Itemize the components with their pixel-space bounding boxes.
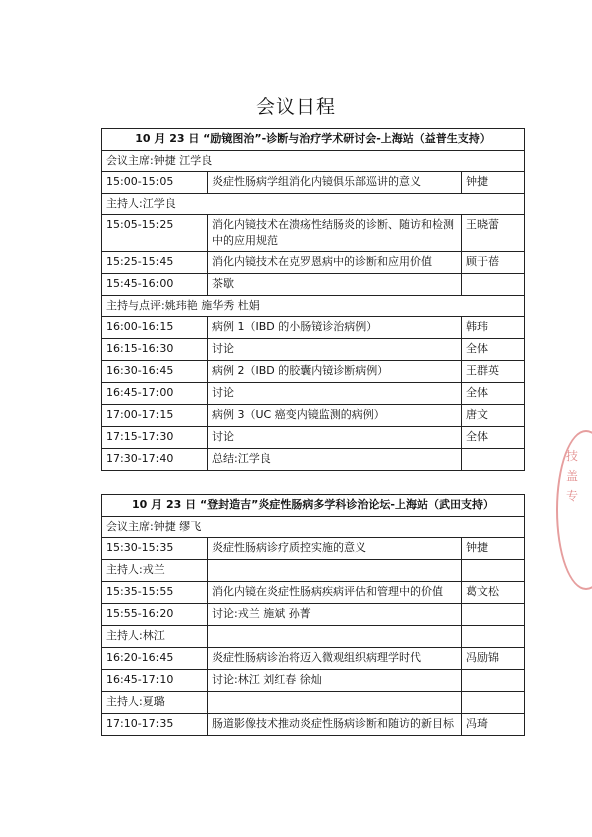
agenda-speaker: 钟捷 (462, 172, 525, 194)
session-header-row (102, 495, 525, 517)
schedule-table-1 (101, 128, 525, 471)
agenda-topic: 消化内镜技术在溃疡性结肠炎的诊断、随访和检测中的应用规范 (208, 215, 462, 252)
agenda-speaker: 冯励锦 (462, 648, 525, 670)
agenda-row (102, 172, 525, 194)
agenda-time: 16:00-16:15 (102, 317, 208, 339)
agenda-speaker: 全体 (462, 339, 525, 361)
agenda-topic: 讨论:戎兰 施斌 孙菁 (208, 604, 462, 626)
agenda-time: 17:00-17:15 (102, 405, 208, 427)
agenda-row (102, 339, 525, 361)
agenda-topic: 讨论 (208, 427, 462, 449)
agenda-row (102, 361, 525, 383)
host-label: 主持人:林江 (102, 626, 208, 648)
agenda-row (102, 317, 525, 339)
agenda-speaker (462, 670, 525, 692)
agenda-topic: 肠道影像技术推动炎症性肠病诊断和随访的新目标 (208, 714, 462, 736)
agenda-speaker: 王晓蕾 (462, 215, 525, 252)
agenda-time: 15:30-15:35 (102, 538, 208, 560)
agenda-topic: 总结:江学良 (208, 449, 462, 471)
host-label: 主持人:戎兰 (102, 560, 208, 582)
agenda-row (102, 252, 525, 274)
agenda-row (102, 582, 525, 604)
agenda-topic: 消化内镜技术在克罗恩病中的诊断和应用价值 (208, 252, 462, 274)
agenda-time: 15:45-16:00 (102, 274, 208, 296)
session-chair: 会议主席:钟捷 缪飞 (102, 517, 525, 538)
agenda-speaker (462, 274, 525, 296)
agenda-row (102, 215, 525, 252)
agenda-time: 15:00-15:05 (102, 172, 208, 194)
agenda-row (102, 604, 525, 626)
agenda-speaker: 钟捷 (462, 538, 525, 560)
agenda-topic: 讨论 (208, 383, 462, 405)
agenda-time: 17:15-17:30 (102, 427, 208, 449)
agenda-time: 15:25-15:45 (102, 252, 208, 274)
seal-stamp (556, 430, 592, 590)
agenda-topic: 茶歇 (208, 274, 462, 296)
agenda-speaker (462, 449, 525, 471)
agenda-time: 15:05-15:25 (102, 215, 208, 252)
seal-text: 专 (566, 489, 579, 503)
chair-row (102, 517, 525, 538)
agenda-speaker: 顾于蓓 (462, 252, 525, 274)
host-label: 主持人:夏璐 (102, 692, 208, 714)
host-row (102, 560, 525, 582)
agenda-speaker: 全体 (462, 383, 525, 405)
agenda-row (102, 648, 525, 670)
session-header: 10 月 23 日 “励镜图治”-诊断与治疗学术研讨会-上海站（益普生支持） (102, 129, 525, 151)
agenda-row (102, 670, 525, 692)
host-row (102, 692, 525, 714)
agenda-speaker: 王群英 (462, 361, 525, 383)
agenda-topic: 炎症性肠病诊疗质控实施的意义 (208, 538, 462, 560)
agenda-speaker: 全体 (462, 427, 525, 449)
agenda-row (102, 274, 525, 296)
agenda-speaker: 韩玮 (462, 317, 525, 339)
agenda-time: 17:30-17:40 (102, 449, 208, 471)
agenda-time: 15:35-15:55 (102, 582, 208, 604)
empty-cell (208, 626, 462, 648)
chair-row (102, 151, 525, 172)
host-row (102, 194, 525, 215)
agenda-topic: 消化内镜在炎症性肠病疾病评估和管理中的价值 (208, 582, 462, 604)
empty-cell (462, 560, 525, 582)
agenda-topic: 讨论 (208, 339, 462, 361)
agenda-time: 16:20-16:45 (102, 648, 208, 670)
agenda-row (102, 427, 525, 449)
host-label: 主持人:江学良 (102, 194, 525, 215)
agenda-time: 16:45-17:10 (102, 670, 208, 692)
host-row (102, 296, 525, 317)
host-label: 主持与点评:姚玮艳 施华秀 杜娟 (102, 296, 525, 317)
session-chair: 会议主席:钟捷 江学良 (102, 151, 525, 172)
session-header: 10 月 23 日 “登封造吉”炎症性肠病多学科诊治论坛-上海站（武田支持） (102, 495, 525, 517)
empty-cell (462, 692, 525, 714)
agenda-topic: 讨论:林江 刘红春 徐灿 (208, 670, 462, 692)
agenda-speaker: 葛文松 (462, 582, 525, 604)
seal-text: 盖 (566, 469, 579, 483)
agenda-speaker: 冯琦 (462, 714, 525, 736)
agenda-topic: 病例 3（UC 癌变内镜监测的病例） (208, 405, 462, 427)
schedule-table-2 (101, 494, 525, 736)
agenda-time: 17:10-17:35 (102, 714, 208, 736)
session-header-row (102, 129, 525, 151)
agenda-row (102, 449, 525, 471)
agenda-topic: 炎症性肠病诊治将迈入微观组织病理学时代 (208, 648, 462, 670)
seal-text: 技 (566, 449, 579, 463)
host-row (102, 626, 525, 648)
agenda-row (102, 538, 525, 560)
agenda-speaker (462, 604, 525, 626)
agenda-row (102, 383, 525, 405)
empty-cell (208, 560, 462, 582)
agenda-row (102, 405, 525, 427)
agenda-speaker: 唐文 (462, 405, 525, 427)
agenda-row (102, 714, 525, 736)
agenda-time: 16:30-16:45 (102, 361, 208, 383)
empty-cell (208, 692, 462, 714)
empty-cell (462, 626, 525, 648)
page-title: 会议日程 (255, 96, 336, 118)
agenda-time: 16:45-17:00 (102, 383, 208, 405)
agenda-topic: 炎症性肠病学组消化内镜俱乐部巡讲的意义 (208, 172, 462, 194)
agenda-topic: 病例 1（IBD 的小肠镜诊治病例） (208, 317, 462, 339)
agenda-topic: 病例 2（IBD 的胶囊内镜诊断病例） (208, 361, 462, 383)
agenda-time: 16:15-16:30 (102, 339, 208, 361)
agenda-time: 15:55-16:20 (102, 604, 208, 626)
